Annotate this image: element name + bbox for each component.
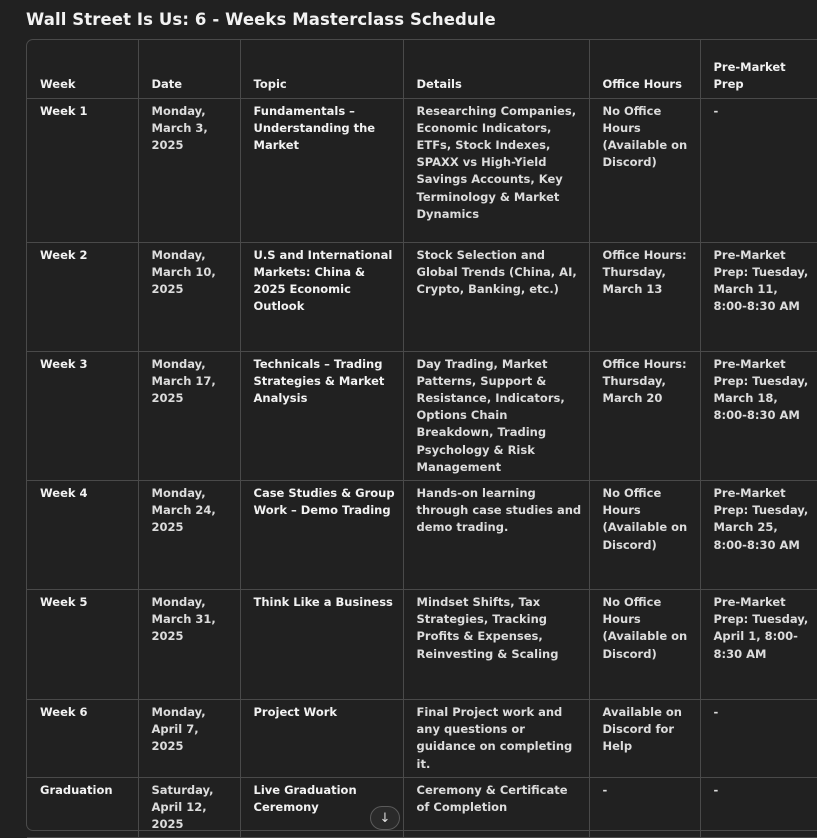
table-row xyxy=(27,98,817,242)
cell-date: Saturday, April 12, 2025 xyxy=(138,777,240,838)
cell-office-hours: Office Hours: Thursday, March 13 xyxy=(589,242,700,351)
cell-topic: Fundamentals – Understanding the Market xyxy=(240,98,403,242)
header-topic: Topic xyxy=(240,40,403,98)
cell-office-hours: - xyxy=(589,777,700,838)
cell-week: Week 6 xyxy=(27,699,138,777)
cell-office-hours: No Office Hours (Available on Discord) xyxy=(589,98,700,242)
header-pre-market-prep: Pre-Market Prep xyxy=(700,40,817,98)
cell-pre-market-prep: Pre-Market Prep: Tuesday, March 11, 8:00-8:30 AM xyxy=(700,242,817,351)
cell-date: Monday, March 10, 2025 xyxy=(138,242,240,351)
cell-pre-market-prep: - xyxy=(700,699,817,777)
cell-pre-market-prep: Pre-Market Prep: Tuesday, March 25, 8:00-8:30 AM xyxy=(700,480,817,589)
header-date: Date xyxy=(138,40,240,98)
cell-topic: U.S and International Markets: China & 2025 Economic Outlook xyxy=(240,242,403,351)
cell-pre-market-prep: Pre-Market Prep: Tuesday, April 1, 8:00-8:30 AM xyxy=(700,589,817,699)
schedule-table xyxy=(27,40,817,838)
cell-week: Week 3 xyxy=(27,351,138,480)
cell-pre-market-prep: Pre-Market Prep: Tuesday, March 18, 8:00-8:30 AM xyxy=(700,351,817,480)
header-details: Details xyxy=(403,40,589,98)
header-office-hours: Office Hours xyxy=(589,40,700,98)
cell-date: Monday, March 3, 2025 xyxy=(138,98,240,242)
cell-week: Week 1 xyxy=(27,98,138,242)
cell-date: Monday, April 7, 2025 xyxy=(138,699,240,777)
cell-topic: Think Like a Business xyxy=(240,589,403,699)
cell-pre-market-prep: - xyxy=(700,98,817,242)
cell-office-hours: No Office Hours (Available on Discord) xyxy=(589,589,700,699)
table-header-row xyxy=(27,40,817,98)
cell-topic: Live Graduation Ceremony xyxy=(240,777,403,838)
cell-details: Final Project work and any questions or guidance on completing it. xyxy=(403,699,589,777)
header-week: Week xyxy=(27,40,138,98)
cell-week: Week 5 xyxy=(27,589,138,699)
cell-topic: Technicals – Trading Strategies & Market Analysis xyxy=(240,351,403,480)
cell-details: Day Trading, Market Patterns, Support & Resistance, Indicators, Options Chain Breakdown, Trading Psychology & Risk Management xyxy=(403,351,589,480)
cell-details: Researching Companies, Economic Indicators, ETFs, Stock Indexes, SPAXX vs High-Yield Savings Accounts, Key Terminology & Market Dynamics xyxy=(403,98,589,242)
arrow-down-icon: ↓ xyxy=(379,810,391,826)
table-row xyxy=(27,699,817,777)
schedule-table-container xyxy=(26,39,817,831)
table-row xyxy=(27,589,817,699)
cell-details: Mindset Shifts, Tax Strategies, Tracking Profits & Expenses, Reinvesting & Scaling xyxy=(403,589,589,699)
table-row xyxy=(27,242,817,351)
cell-date: Monday, March 17, 2025 xyxy=(138,351,240,480)
cell-office-hours: Office Hours: Thursday, March 20 xyxy=(589,351,700,480)
cell-office-hours: Available on Discord for Help xyxy=(589,699,700,777)
cell-pre-market-prep: - xyxy=(700,777,817,838)
cell-date: Monday, March 24, 2025 xyxy=(138,480,240,589)
cell-week: Graduation xyxy=(27,777,138,838)
cell-office-hours: No Office Hours (Available on Discord) xyxy=(589,480,700,589)
table-row xyxy=(27,480,817,589)
cell-details: Hands-on learning through case studies and demo trading. xyxy=(403,480,589,589)
table-row xyxy=(27,351,817,480)
cell-week: Week 2 xyxy=(27,242,138,351)
cell-details: Ceremony & Certificate of Completion xyxy=(403,777,589,838)
page-title: Wall Street Is Us: 6 - Weeks Masterclass Schedule xyxy=(26,10,496,29)
scroll-to-bottom-button[interactable] xyxy=(370,806,400,830)
table-row xyxy=(27,777,817,838)
cell-details: Stock Selection and Global Trends (China, AI, Crypto, Banking, etc.) xyxy=(403,242,589,351)
cell-week: Week 4 xyxy=(27,480,138,589)
cell-topic: Project Work xyxy=(240,699,403,777)
cell-topic: Case Studies & Group Work – Demo Trading xyxy=(240,480,403,589)
cell-date: Monday, March 31, 2025 xyxy=(138,589,240,699)
